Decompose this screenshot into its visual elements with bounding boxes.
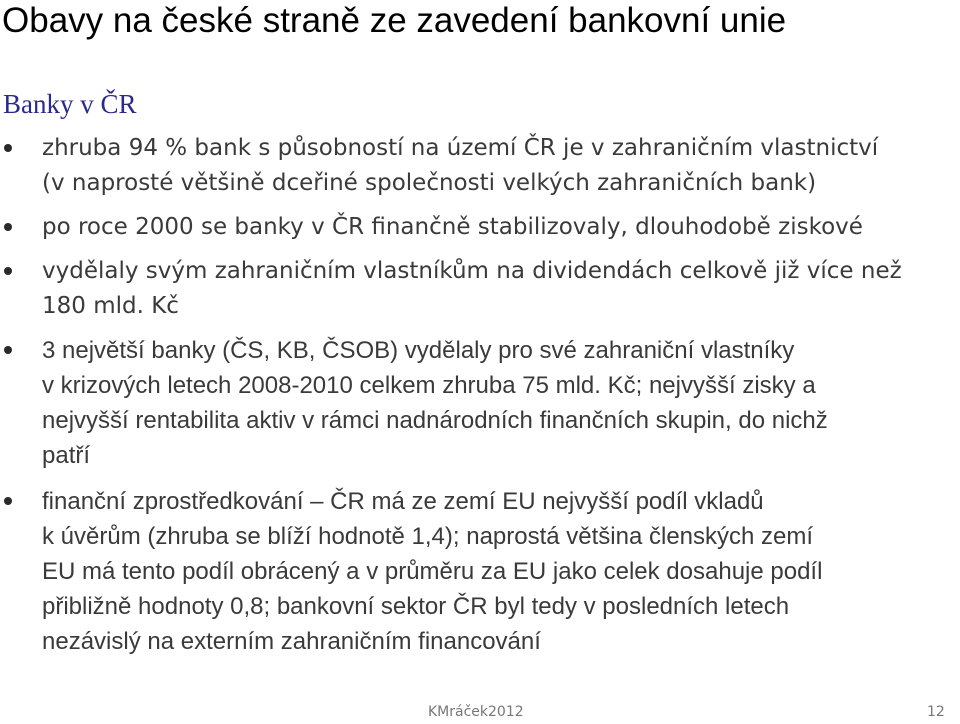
bullet-text: zhruba 94 % bank s působností na území ČR je v zahraničním vlastnictví (v naprosté většině dceřiné společnosti velkých zahraničních bank) (42, 135, 879, 196)
bullet-icon (4, 497, 12, 505)
section-heading: Banky v ČR (3, 89, 137, 119)
bullet-text: finanční zprostředkování – ČR má ze zemí EU nejvyšší podíl vkladů k úvěrům (zhruba se blíží hodnotě 1,4); naprostá většina členských zemí EU má tento podíl obrácený a v průměru za EU jako celek dosahuje podíl přibližně hodnoty 0,8; bankovní sektor ČR byl tedy v posledních letech nezávislý na externím zahraničním financování (42, 488, 823, 655)
bullet-icon (4, 223, 12, 231)
bullet-text: 3 největší banky (ČS, KB, ČSOB) vydělaly pro své zahraniční vlastníky v krizových letech 2008-2010 celkem zhruba 75 mld. Kč; nejvyšší zisky a nejvyšší rentabilita aktiv v rámci nadnárodních finančních skupin, do nichž patří (42, 337, 828, 469)
bullet-icon (4, 346, 12, 354)
bullet-icon (4, 267, 12, 275)
footer-author: KMráček2012 (428, 704, 524, 720)
bullet-text: po roce 2000 se banky v ČR finančně stabilizovaly, dlouhodobě ziskové (42, 214, 863, 240)
page-number: 12 (927, 704, 945, 720)
bullet-icon (4, 144, 12, 152)
slide-title: Obavy na české straně ze zavedení bankovní unie (2, 1, 787, 40)
bullet-text: vydělaly svým zahraničním vlastníkům na dividendách celkově již více než 180 mld. Kč (42, 258, 902, 319)
